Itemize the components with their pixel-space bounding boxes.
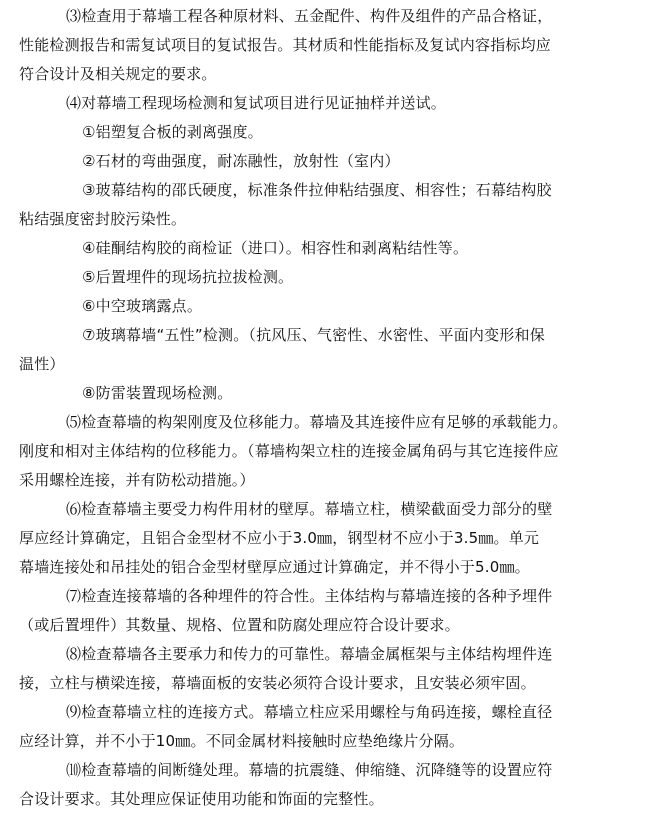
text-line: 温性） (19, 355, 65, 373)
text-line: ⑽检查幕墙的间断缝处理。幕墙的抗震缝、伸缩缝、沉降缝等的设置应符 (66, 761, 553, 779)
text-line: ⑤后置埋件的现场抗拉拔检测。 (82, 268, 294, 286)
text-line: ②石材的弯曲强度，耐冻融性，放射性（室内） (82, 152, 400, 170)
text-line: （或后置埋件）其数量、规格、位置和防腐处理应符合设计要求。 (19, 616, 460, 634)
text-line: ⑥中空玻璃露点。 (82, 297, 203, 315)
text-line: ⑼检查幕墙立柱的连接方式。幕墙立柱应采用螺栓与角码连接，螺栓直径 (66, 703, 553, 721)
text-line: ④硅酮结构胶的商检证（进口）。相容性和剥离粘结性等。 (82, 239, 469, 257)
text-line: ⑻检查幕墙各主要承力和传力的可靠性。幕墙金属框架与主体结构埋件连 (66, 645, 553, 663)
text-line: ⑸检查幕墙的构架刚度及位移能力。幕墙及其连接件应有足够的承载能力。 (66, 413, 568, 431)
text-line: ⑦玻璃幕墙“五性”检测。（抗风压、气密性、水密性、平面内变形和保 (82, 326, 545, 344)
text-line: 厚应经计算确定，且铝合金型材不应小于3.0㎜，钢型材不应小于3.5㎜。单元 (19, 529, 540, 547)
text-line: ③玻幕结构的邵氏硬度，标准条件拉伸粘结强度、相容性；石幕结构胶 (82, 181, 552, 199)
text-line: ⑹检查幕墙主要受力构件用材的壁厚。幕墙立柱，横梁截面受力部分的壁 (66, 500, 553, 518)
text-line: 符合设计及相关规定的要求。 (19, 65, 217, 83)
text-line: ⑺检查连接幕墙的各种埋件的符合性。主体结构与幕墙连接的各种予埋件 (66, 587, 553, 605)
text-line: 幕墙连接处和吊挂处的铝合金型材壁厚应通过计算确定，并不得小于5.0㎜。 (19, 558, 530, 576)
text-line: ⑷对幕墙工程现场检测和复试项目进行见证抽样并送试。 (66, 94, 447, 112)
text-line: 刚度和相对主体结构的位移能力。（幕墙构架立柱的连接金属角码与其它连接件应 (19, 442, 559, 460)
text-line: 应经计算，并不小于10㎜。不同金属材料接触时应垫绝缘片分隔。 (19, 732, 465, 750)
text-line: 采用螺栓连接，并有防松动措施。） (19, 471, 255, 489)
text-line: ①铝塑复合板的剥离强度。 (82, 123, 263, 141)
text-line: 合设计要求。其处理应保证使用功能和饰面的完整性。 (19, 790, 384, 808)
text-line: 接，立柱与横梁连接，幕墙面板的安装必须符合设计要求，且安装必须牢固。 (19, 674, 536, 692)
text-line: ⑶检查用于幕墙工程各种原材料、五金配件、构件及组件的产品合格证， (66, 7, 553, 25)
text-line: 性能检测报告和需复试项目的复试报告。其材质和性能指标及复试内容指标均应 (19, 36, 552, 54)
text-line: 粘结强度密封胶污染性。 (19, 210, 187, 228)
text-line: ⑧防雷装置现场检测。 (82, 384, 233, 402)
